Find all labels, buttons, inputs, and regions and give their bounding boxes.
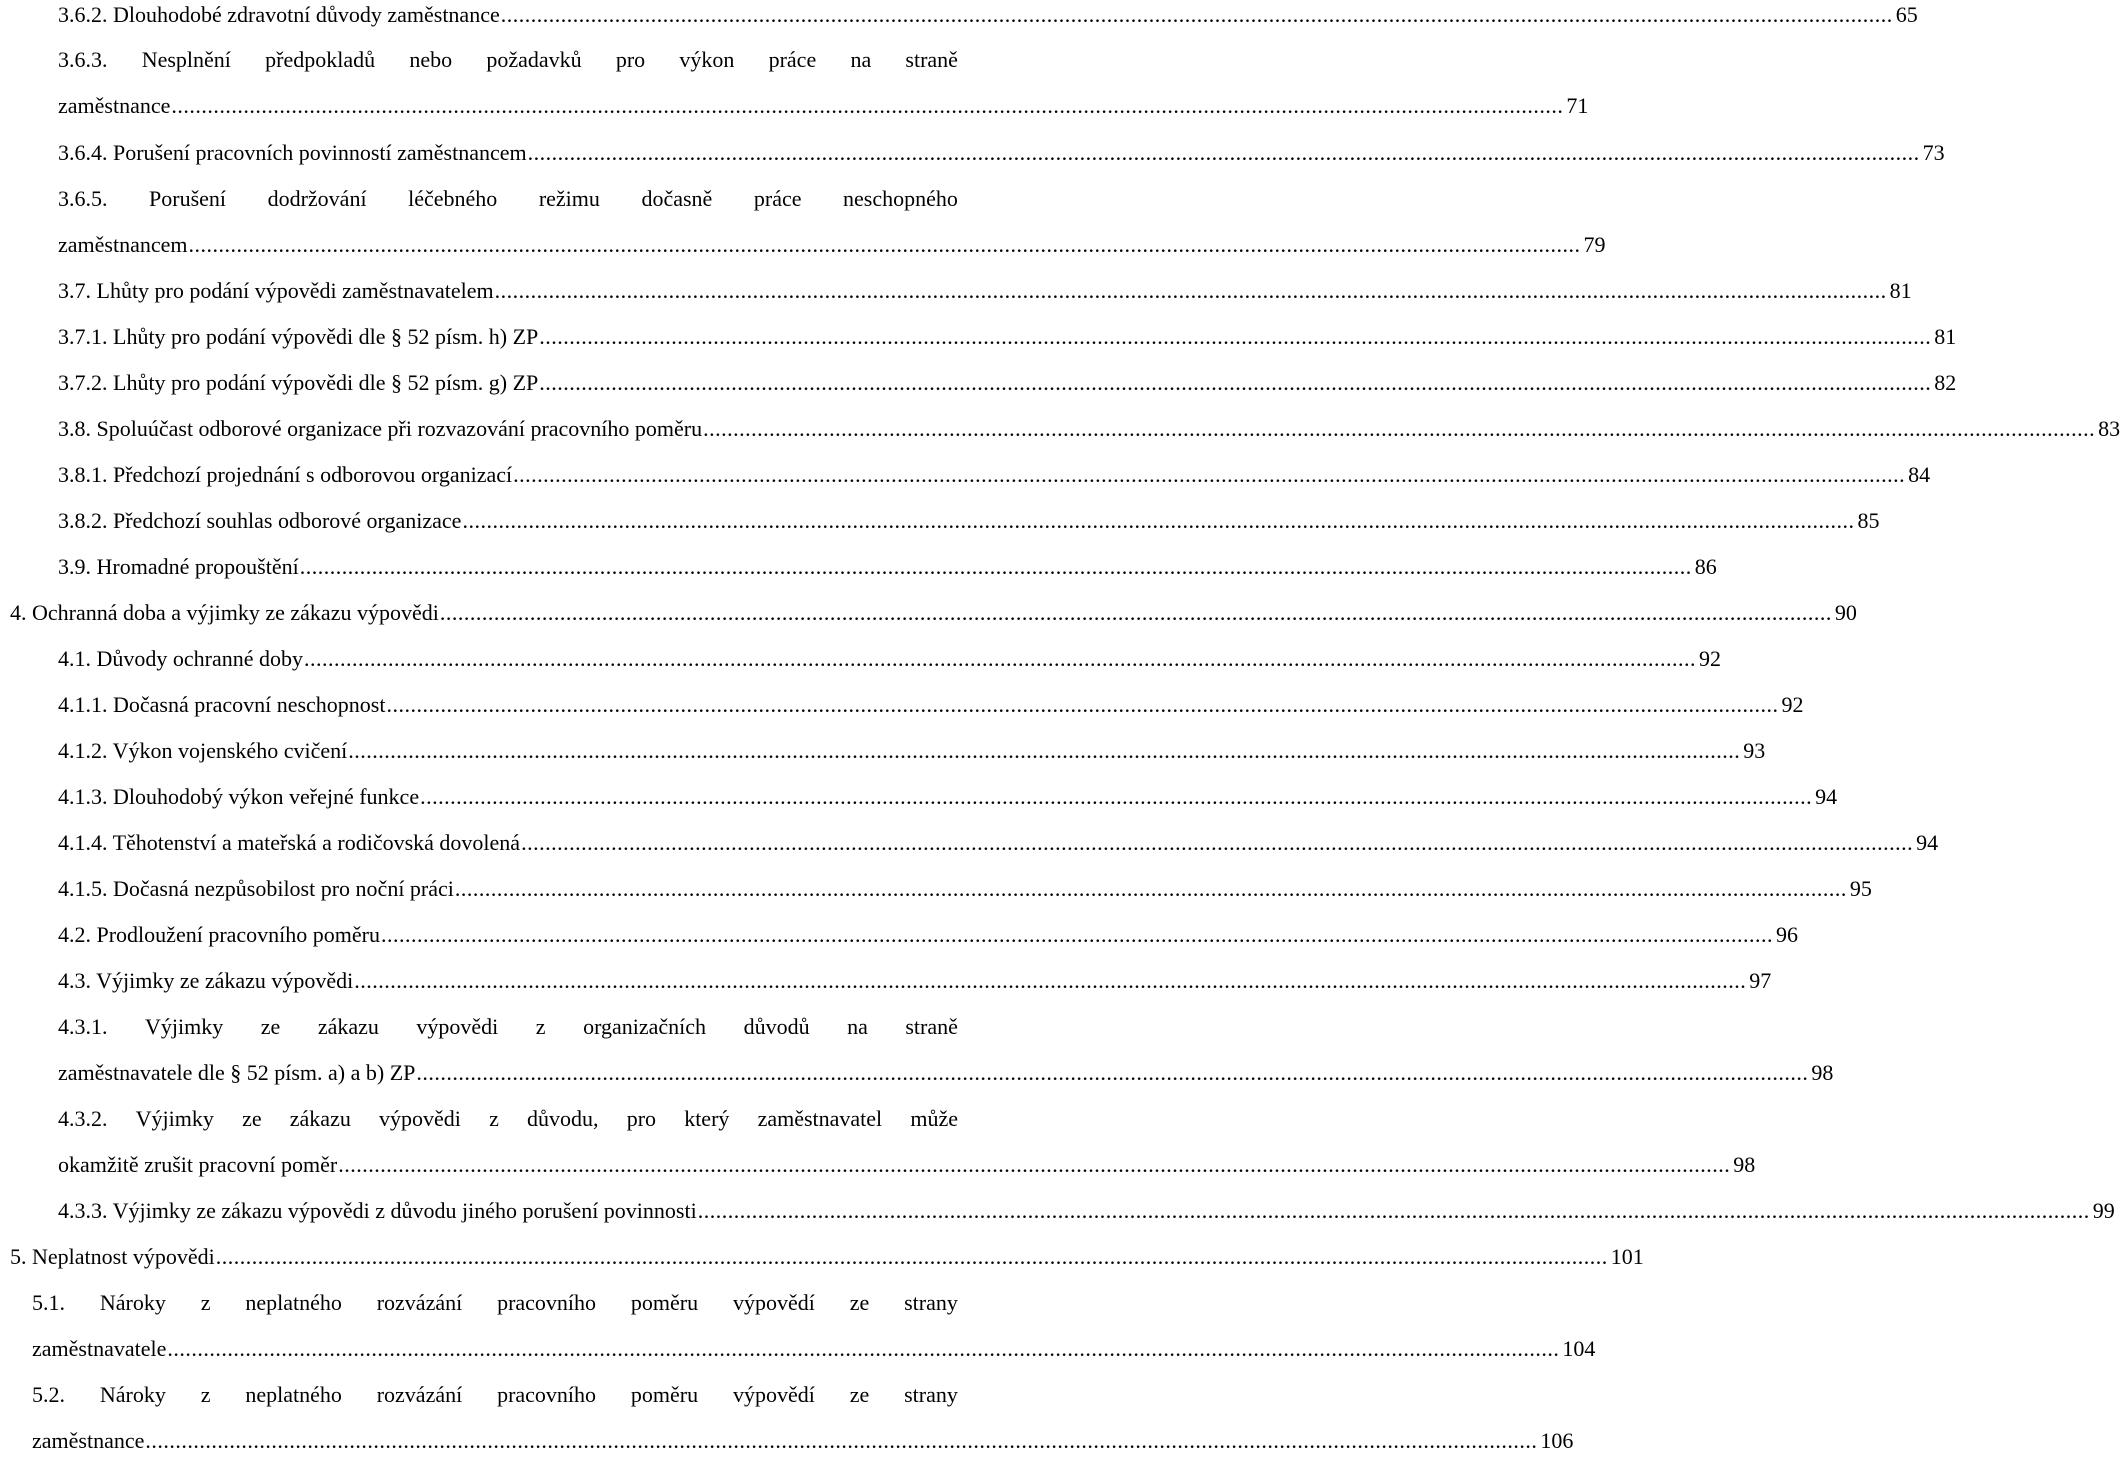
toc-word: Výjimky <box>145 1014 224 1039</box>
toc-word: z <box>200 1382 211 1407</box>
toc-word: poměru <box>630 1290 699 1315</box>
toc-word: práce <box>753 186 802 211</box>
toc-entry-label: 4.1.4. Těhotenství a mateřská a rodičovská dovolená <box>58 830 521 855</box>
toc-entry-label: 3.7.1. Lhůty pro podání výpovědi dle § 52 písm. h) ZP <box>58 324 539 349</box>
toc-word: na <box>847 1014 868 1039</box>
toc-entry-label: zaměstnance <box>32 1428 145 1453</box>
dot-leader: ........................................................................................................................................................................................................................................ <box>527 140 1920 165</box>
toc-entry-page: 98 <box>1733 1152 1756 1177</box>
toc-entry[interactable] <box>58 230 1606 260</box>
toc-entry-label: 4.1. Důvody ochranné doby <box>58 646 304 671</box>
toc-entry-page: 65 <box>1895 2 1918 27</box>
dot-leader: ........................................................................................................................................................................................................................................ <box>167 1336 1560 1361</box>
toc-entry-page: 98 <box>1811 1060 1834 1085</box>
toc-entry[interactable] <box>58 368 1957 398</box>
toc-word: pracovního <box>497 1290 597 1315</box>
toc-entry[interactable] <box>58 828 1939 858</box>
toc-word: straně <box>905 1014 958 1039</box>
toc-word: předpokladů <box>265 47 376 72</box>
toc-entry-page: 85 <box>1857 508 1880 533</box>
dot-leader: ........................................................................................................................................................................................................................................ <box>215 1244 1608 1269</box>
toc-entry-wrapped-line[interactable] <box>32 1380 958 1410</box>
toc-entry[interactable] <box>58 138 1945 168</box>
toc-word: 5.2. <box>32 1382 65 1407</box>
dot-leader: ........................................................................................................................................................................................................................................ <box>381 922 1773 947</box>
toc-entry-label: 4.3. Výjimky ze zákazu výpovědi <box>58 968 354 993</box>
toc-entry-label: 3.8.1. Předchozí projednání s odborovou organizací <box>58 462 513 487</box>
toc-word: který <box>684 1106 730 1131</box>
toc-entry-label: 3.8.2. Předchozí souhlas odborové organizace <box>58 508 462 533</box>
dot-leader: ........................................................................................................................................................................................................................................ <box>697 1198 2090 1223</box>
toc-word: rozvázání <box>376 1382 463 1407</box>
toc-entry-wrapped-line[interactable] <box>58 184 958 214</box>
toc-word: 4.3.2. <box>58 1106 108 1131</box>
dot-leader: ........................................................................................................................................................................................................................................ <box>513 462 1906 487</box>
dot-leader: ........................................................................................................................................................................................................................................ <box>338 1152 1731 1177</box>
toc-entry-label: 4.1.5. Dočasná nezpůsobilost pro noční práci <box>58 876 454 901</box>
toc-word: dočasně <box>641 186 713 211</box>
toc-entry[interactable] <box>58 966 1772 996</box>
dot-leader: ........................................................................................................................................................................................................................................ <box>188 232 1581 257</box>
toc-word: Nesplnění <box>141 47 231 72</box>
toc-entry-label: zaměstnancem <box>58 232 188 257</box>
dot-leader: ........................................................................................................................................................................................................................................ <box>462 508 1855 533</box>
dot-leader: ........................................................................................................................................................................................................................................ <box>703 416 2096 441</box>
toc-word: 3.6.3. <box>58 47 108 72</box>
dot-leader: ........................................................................................................................................................................................................................................ <box>454 876 1847 901</box>
toc-entry-label: zaměstnance <box>58 93 171 118</box>
toc-word: výpovědi <box>379 1106 461 1131</box>
dot-leader: ........................................................................................................................................................................................................................................ <box>386 692 1779 717</box>
toc-entry-page: 94 <box>1815 784 1838 809</box>
toc-entry-label: zaměstnavatele <box>32 1336 167 1361</box>
toc-word: zákazu <box>289 1106 351 1131</box>
toc-word: Výjimky <box>135 1106 214 1131</box>
dot-leader: ........................................................................................................................................................................................................................................ <box>494 278 1887 303</box>
toc-entry[interactable] <box>58 322 1957 352</box>
toc-entry[interactable] <box>58 874 1872 904</box>
toc-word: z <box>489 1106 499 1131</box>
toc-entry-label: 4. Ochranná doba a výjimky ze zákazu výpovědi <box>10 600 439 625</box>
toc-word: práce <box>768 47 817 72</box>
dot-leader: ........................................................................................................................................................................................................................................ <box>539 370 1932 395</box>
toc-entry-page: 96 <box>1776 922 1798 947</box>
toc-word: pro <box>615 47 646 72</box>
toc-word: neschopného <box>843 186 958 211</box>
toc-word: 4.3.1. <box>58 1014 108 1039</box>
toc-word: zaměstnavatel <box>757 1106 883 1131</box>
toc-word: léčebného <box>408 186 498 211</box>
toc-entry[interactable] <box>58 1058 1834 1088</box>
toc-word: ze <box>849 1290 870 1315</box>
toc-entry-page: 94 <box>1916 830 1939 855</box>
dot-leader: ........................................................................................................................................................................................................................................ <box>521 830 1914 855</box>
toc-entry[interactable] <box>58 644 1722 674</box>
toc-word: výkon <box>679 47 735 72</box>
toc-entry[interactable] <box>32 1334 1596 1364</box>
toc-word: z <box>200 1290 211 1315</box>
dot-leader: ........................................................................................................................................................................................................................................ <box>145 1428 1538 1453</box>
toc-word: na <box>850 47 872 72</box>
toc-entry-wrapped-line[interactable] <box>58 1012 958 1042</box>
toc-entry-wrapped-line[interactable] <box>32 1288 958 1318</box>
toc-entry-label: 3.6.2. Dlouhodobé zdravotní důvody zaměstnance <box>58 2 500 27</box>
toc-word: výpovědí <box>732 1382 815 1407</box>
dot-leader: ........................................................................................................................................................................................................................................ <box>416 1060 1809 1085</box>
toc-entry-page: 95 <box>1849 876 1872 901</box>
toc-entry-page: 93 <box>1743 738 1766 763</box>
toc-entry[interactable] <box>32 1426 1574 1456</box>
toc-word: pracovního <box>497 1382 597 1407</box>
toc-entry[interactable] <box>10 598 1857 628</box>
toc-entry-page: 92 <box>1699 646 1722 671</box>
toc-word: z <box>535 1014 546 1039</box>
toc-entry[interactable] <box>58 1150 1756 1180</box>
toc-entry-label: 3.9. Hromadné propouštění <box>58 554 299 579</box>
toc-entry[interactable] <box>58 1196 2115 1226</box>
toc-entry[interactable] <box>58 414 2120 444</box>
toc-word: důvodů <box>743 1014 810 1039</box>
toc-word: 3.6.5. <box>58 186 108 211</box>
toc-entry-page: 104 <box>1562 1336 1596 1361</box>
toc-word: straně <box>905 47 958 72</box>
toc-entry[interactable] <box>58 736 1766 766</box>
toc-entry[interactable] <box>10 1242 1644 1272</box>
toc-entry[interactable] <box>58 690 1804 720</box>
toc-entry-page: 82 <box>1934 370 1957 395</box>
toc-entry-wrapped-line[interactable] <box>58 1104 958 1134</box>
toc-entry[interactable] <box>58 91 1589 121</box>
toc-entry-page: 86 <box>1694 554 1717 579</box>
toc-entry-page: 83 <box>2098 416 2120 441</box>
toc-word: strany <box>904 1382 958 1407</box>
toc-entry-label: 3.8. Spoluúčast odborové organizace při rozvazování pracovního poměru <box>58 416 703 441</box>
toc-entry[interactable] <box>58 460 1931 490</box>
toc-entry-label: okamžitě zrušit pracovní poměr <box>58 1152 338 1177</box>
toc-word: výpovědí <box>732 1290 815 1315</box>
toc-entry-page: 79 <box>1583 232 1606 257</box>
toc-entry[interactable] <box>58 920 1798 950</box>
dot-leader: ........................................................................................................................................................................................................................................ <box>354 968 1747 993</box>
toc-entry-page: 92 <box>1781 692 1804 717</box>
toc-entry-page: 73 <box>1922 140 1945 165</box>
dot-leader: ........................................................................................................................................................................................................................................ <box>539 324 1932 349</box>
toc-word: dodržování <box>267 186 367 211</box>
dot-leader: ........................................................................................................................................................................................................................................ <box>299 554 1692 579</box>
toc-word: nebo <box>409 47 453 72</box>
toc-entry-label: 3.7. Lhůty pro podání výpovědi zaměstnavatelem <box>58 278 494 303</box>
toc-entry-page: 97 <box>1749 968 1772 993</box>
toc-entry[interactable] <box>58 276 1912 306</box>
dot-leader: ........................................................................................................................................................................................................................................ <box>304 646 1697 671</box>
toc-entry-label: 4.2. Prodloužení pracovního poměru <box>58 922 380 947</box>
dot-leader: ........................................................................................................................................................................................................................................ <box>439 600 1832 625</box>
toc-entry-label: 4.3.3. Výjimky ze zákazu výpovědi z důvodu jiného porušení povinnosti <box>58 1198 697 1223</box>
toc-entry-page: 101 <box>1610 1244 1644 1269</box>
toc-word: ze <box>242 1106 262 1131</box>
toc-entry-label: 3.7.2. Lhůty pro podání výpovědi dle § 52 písm. g) ZP <box>58 370 539 395</box>
toc-entry[interactable] <box>58 506 1880 536</box>
toc-word: ze <box>260 1014 281 1039</box>
toc-word: neplatného <box>245 1290 342 1315</box>
toc-entry-label: 4.1.1. Dočasná pracovní neschopnost <box>58 692 386 717</box>
dot-leader: ........................................................................................................................................................................................................................................ <box>171 93 1564 118</box>
toc-word: požadavků <box>486 47 582 72</box>
dot-leader: ........................................................................................................................................................................................................................................ <box>420 784 1813 809</box>
toc-entry[interactable] <box>58 552 1717 582</box>
toc-entry-page: 84 <box>1908 462 1931 487</box>
toc-word: strany <box>904 1290 958 1315</box>
dot-leader: ........................................................................................................................................................................................................................................ <box>348 738 1741 763</box>
toc-word: rozvázání <box>376 1290 463 1315</box>
toc-word: 5.1. <box>32 1290 65 1315</box>
toc-entry-page: 81 <box>1889 278 1912 303</box>
toc-word: zákazu <box>317 1014 379 1039</box>
toc-entry-page: 99 <box>2092 1198 2115 1223</box>
toc-entry-label: 4.1.2. Výkon vojenského cvičení <box>58 738 348 763</box>
toc-word: organizačních <box>583 1014 707 1039</box>
toc-entry-label: zaměstnavatele dle § 52 písm. a) a b) ZP <box>58 1060 416 1085</box>
toc-word: Nároky <box>99 1290 166 1315</box>
dot-leader: ........................................................................................................................................................................................................................................ <box>500 2 1893 27</box>
toc-entry[interactable] <box>58 782 1838 812</box>
toc-word: důvodu, <box>527 1106 599 1131</box>
toc-entry-page: 106 <box>1540 1428 1574 1453</box>
toc-entry-page: 81 <box>1934 324 1957 349</box>
toc-entry-wrapped-line[interactable] <box>58 45 958 75</box>
toc-word: Nároky <box>99 1382 166 1407</box>
toc-entry-page: 90 <box>1834 600 1857 625</box>
toc-word: pro <box>626 1106 657 1131</box>
toc-entry-page: 71 <box>1566 93 1589 118</box>
toc-word: výpovědi <box>416 1014 499 1039</box>
toc-entry-label: 4.1.3. Dlouhodobý výkon veřejné funkce <box>58 784 420 809</box>
toc-word: poměru <box>630 1382 699 1407</box>
toc-word: neplatného <box>245 1382 342 1407</box>
toc-word: režimu <box>538 186 600 211</box>
toc-word: ze <box>849 1382 870 1407</box>
toc-entry-label: 3.6.4. Porušení pracovních povinností zaměstnancem <box>58 140 527 165</box>
toc-word: může <box>910 1106 958 1131</box>
toc-entry-label: 5. Neplatnost výpovědi <box>10 1244 215 1269</box>
toc-word: Porušení <box>149 186 227 211</box>
toc-entry[interactable] <box>58 0 1918 30</box>
